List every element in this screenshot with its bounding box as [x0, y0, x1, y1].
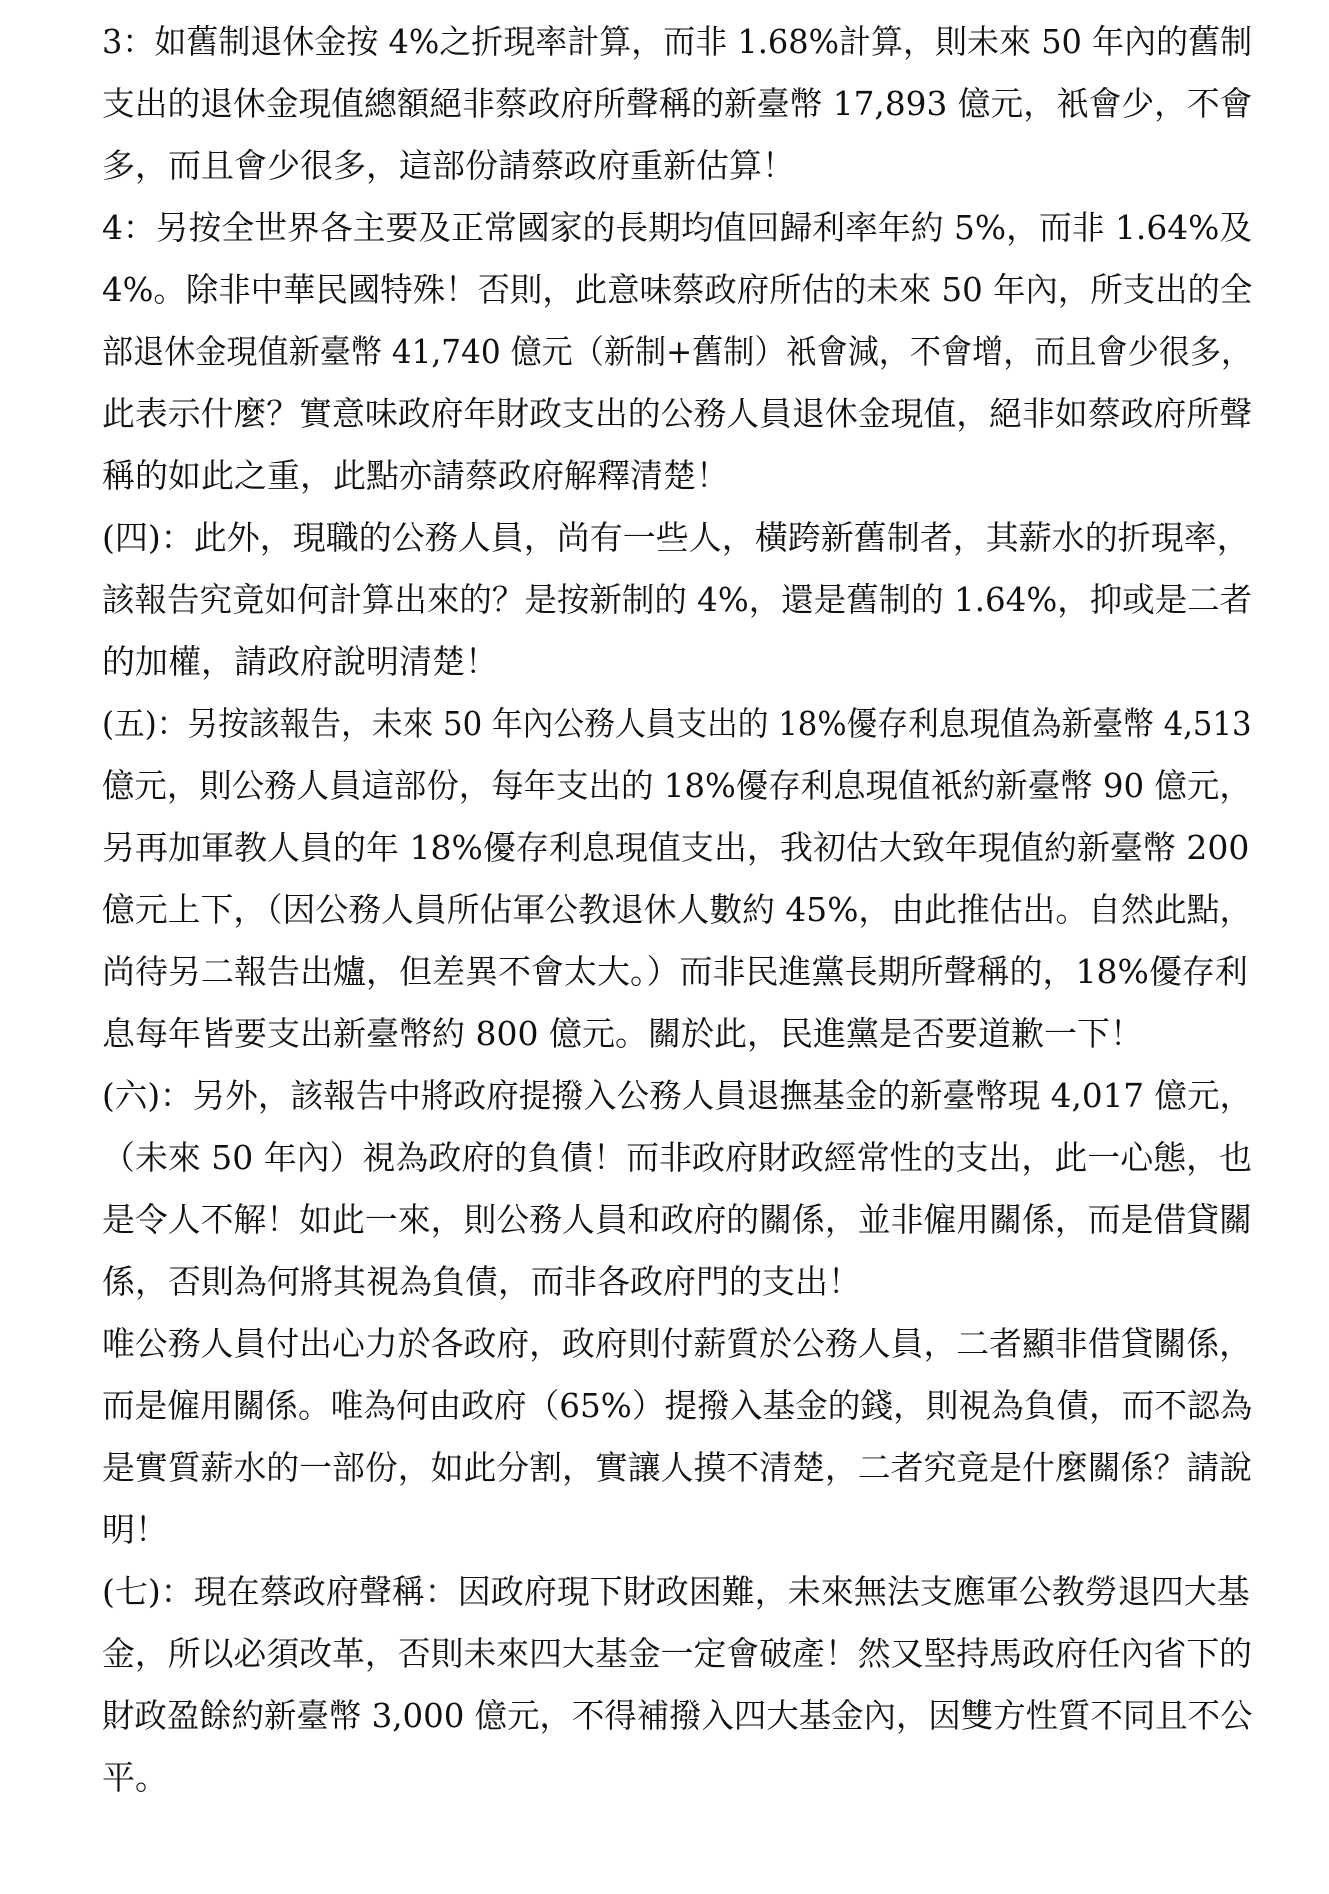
text-line: 的加權，請政府說明清楚！ [102, 642, 498, 681]
text-line: （未來 50 年內）視為政府的負債！而非政府財政經常性的支出，此一心態，也 [102, 1138, 1253, 1177]
text-line: 億元，則公務人員這部份，每年支出的 18%優存利息現值衹約新臺幣 90 億元， [102, 766, 1252, 805]
text-line: 此表示什麼？實意味政府年財政支出的公務人員退休金現值，絕非如蔡政府所聲 [102, 394, 1253, 433]
text-line: 另再加軍教人員的年 18%優存利息現值支出，我初估大致年現值約新臺幣 200 [102, 828, 1250, 867]
text-line: 是實質薪水的一部份，如此分割，實讓人摸不清楚，二者究竟是什麼關係？請說 [102, 1448, 1253, 1487]
text-line: 4：另按全世界各主要及正常國家的長期均值回歸利率年約 5%，而非 1.64%及 [102, 208, 1253, 247]
text-line: 稱的如此之重，此點亦請蔡政府解釋清楚！ [102, 456, 729, 495]
text-line: 3：如舊制退休金按 4%之折現率計算，而非 1.68%計算，則未來 50 年內的舊制 [102, 22, 1253, 61]
text-line: 多，而且會少很多，這部份請蔡政府重新估算！ [102, 146, 795, 185]
text-line: 尚待另二報告出爐，但差異不會太大。）而非民進黨長期所聲稱的，18%優存利 [102, 952, 1248, 991]
text-line: 財政盈餘約新臺幣 3,000 億元，不得補撥入四大基金內，因雙方性質不同且不公 [102, 1696, 1253, 1735]
text-line: (六)：另外，該報告中將政府提撥入公務人員退撫基金的新臺幣現 4,017 億元， [102, 1076, 1253, 1115]
text-line: 係，否則為何將其視為負債，而非各政府門的支出！ [102, 1262, 861, 1301]
text-line: 4%。除非中華民國特殊！否則，此意味蔡政府所估的未來 50 年內，所支出的全 [102, 270, 1253, 309]
text-line: 明！ [102, 1510, 168, 1549]
text-line: 部退休金現值新臺幣 41,740 億元（新制+舊制）衹會減，不會增，而且會少很多， [102, 332, 1253, 371]
text-line: (七)：現在蔡政府聲稱：因政府現下財政困難，未來無法支應軍公教勞退四大基 [102, 1572, 1250, 1611]
text-line: 是令人不解！如此一來，則公務人員和政府的關係，並非僱用關係，而是借貸關 [102, 1200, 1253, 1239]
text-line: 該報告究竟如何計算出來的？是按新制的 4%，還是舊制的 1.64%，抑或是二者 [102, 580, 1253, 619]
text-line: 億元上下，（因公務人員所佔軍公教退休人數約 45%，由此推估出。自然此點， [102, 890, 1253, 929]
text-line: 金，所以必須改革，否則未來四大基金一定會破產！然又堅持馬政府任內省下的 [102, 1634, 1253, 1673]
text-line: 支出的退休金現值總額絕非蔡政府所聲稱的新臺幣 17,893 億元，衹會少，不會 [102, 84, 1253, 123]
text-line: 唯公務人員付出心力於各政府，政府則付薪質於公務人員，二者顯非借貸關係， [102, 1324, 1253, 1363]
text-line: 而是僱用關係。唯為何由政府（65%）提撥入基金的錢，則視為負債，而不認為 [102, 1386, 1253, 1425]
text-line: (五)：另按該報告，未來 50 年內公務人員支出的 18%優存利息現值為新臺幣 4,513 [102, 704, 1252, 743]
text-line: 息每年皆要支出新臺幣約 800 億元。關於此，民進黨是否要道歉一下！ [102, 1014, 1143, 1053]
text-line: 平。 [102, 1758, 168, 1797]
text-line: (四)：此外，現職的公務人員，尚有一些人，橫跨新舊制者，其薪水的折現率， [102, 518, 1250, 557]
